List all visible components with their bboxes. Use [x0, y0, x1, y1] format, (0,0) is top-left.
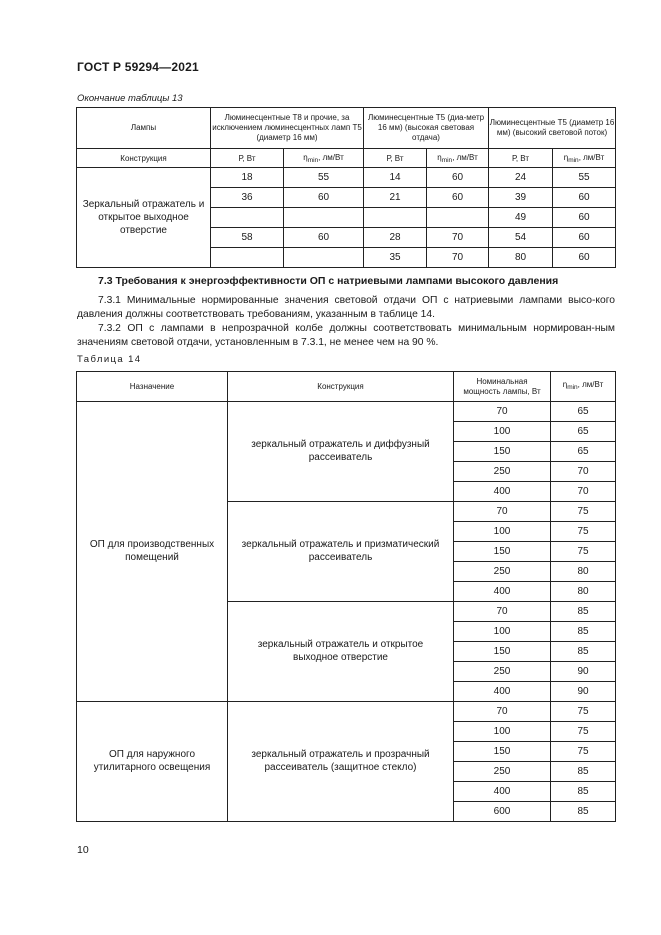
paragraph-7-3-2: 7.3.2 ОП с лампами в непрозрачной колбе должны соответствовать минимальным нормирован-ным значениям световой отдачи, установленным в 7.3.1, не менее чем на 90 %. — [77, 323, 615, 348]
efficacy-cell: 85 — [551, 802, 616, 822]
efficacy-cell: 65 — [551, 422, 616, 442]
table-cell: 80 — [489, 248, 553, 268]
table-cell: 60 — [427, 168, 489, 188]
construction-cell: зеркальный отражатель и прозрачный рассеиватель (защитное стекло) — [228, 702, 454, 822]
power-cell: 100 — [454, 422, 551, 442]
table-13 — [76, 107, 616, 268]
col-construction: Конструкция — [228, 372, 454, 402]
power-cell: 250 — [454, 762, 551, 782]
table-cell — [427, 208, 489, 228]
table-cell: 36 — [211, 188, 284, 208]
power-cell: 600 — [454, 802, 551, 822]
p-header: Р, Вт — [489, 149, 553, 168]
table-cell: 55 — [284, 168, 364, 188]
power-cell: 150 — [454, 742, 551, 762]
power-cell: 100 — [454, 722, 551, 742]
purpose-outdoor: ОП для наружного утилитарного освещения — [77, 702, 228, 822]
power-cell: 400 — [454, 682, 551, 702]
col-lamps: Лампы — [77, 108, 211, 149]
table-cell: 60 — [284, 188, 364, 208]
efficacy-cell: 75 — [551, 502, 616, 522]
power-cell: 400 — [454, 482, 551, 502]
efficacy-cell: 65 — [551, 402, 616, 422]
power-cell: 70 — [454, 502, 551, 522]
construction-cell: зеркальный отражатель и призматический рассеиватель — [228, 502, 454, 602]
construction-cell: зеркальный отражатель и открытое выходное отверстие — [228, 602, 454, 702]
table-cell: 60 — [553, 228, 616, 248]
table-cell: 60 — [553, 248, 616, 268]
power-cell: 100 — [454, 622, 551, 642]
table-cell: 49 — [489, 208, 553, 228]
construction-cell: Зеркальный отражатель и открытое выходное отверстие — [77, 168, 211, 268]
efficacy-cell: 75 — [551, 542, 616, 562]
table-cell: 35 — [364, 248, 427, 268]
power-cell: 400 — [454, 582, 551, 602]
power-cell: 70 — [454, 702, 551, 722]
group-t8: Люминесцентные Т8 и прочие, за исключением люминесцентных ламп Т5 (диаметр 16 мм) — [211, 108, 364, 149]
power-cell: 400 — [454, 782, 551, 802]
efficacy-cell: 85 — [551, 602, 616, 622]
table-cell: 55 — [553, 168, 616, 188]
table-row — [77, 702, 616, 722]
group-t5-high-flux: Люминесцентные Т5 (диаметр 16 мм) (высокий световой поток) — [489, 108, 616, 149]
efficacy-cell: 85 — [551, 622, 616, 642]
efficacy-cell: 85 — [551, 762, 616, 782]
efficacy-cell: 90 — [551, 662, 616, 682]
table14-caption: Таблица 14 — [77, 354, 142, 365]
table-cell: 39 — [489, 188, 553, 208]
table-cell: 70 — [427, 228, 489, 248]
power-cell: 70 — [454, 602, 551, 622]
eta-header: $\eta_{min}$, лм/Вт — [284, 149, 364, 168]
section-title: 7.3 Требования к энергоэффективности ОП с натриевыми лампами высокого давления — [98, 275, 559, 287]
table-cell — [284, 248, 364, 268]
paragraph-7-3-1: 7.3.1 Минимальные нормированные значения световой отдачи ОП с натриевыми лампами высо-кого давления должны соответствовать требованиям, указанным в таблице 14. — [77, 295, 615, 320]
table-cell — [284, 208, 364, 228]
efficacy-cell: 75 — [551, 722, 616, 742]
efficacy-cell: 75 — [551, 522, 616, 542]
efficacy-cell: 85 — [551, 642, 616, 662]
power-cell: 70 — [454, 402, 551, 422]
col-efficacy: $\eta_{min}$, лм/Вт — [551, 372, 616, 402]
table-cell: 28 — [364, 228, 427, 248]
col-construction: Конструкция — [77, 149, 211, 168]
table-cell: 54 — [489, 228, 553, 248]
power-cell: 250 — [454, 562, 551, 582]
efficacy-cell: 75 — [551, 742, 616, 762]
power-cell: 250 — [454, 462, 551, 482]
table-cell — [211, 208, 284, 228]
table-row — [77, 402, 616, 422]
efficacy-cell: 65 — [551, 442, 616, 462]
table-row — [77, 168, 616, 188]
efficacy-cell: 75 — [551, 702, 616, 722]
purpose-indoor: ОП для производственных помещений — [77, 402, 228, 702]
efficacy-cell: 80 — [551, 582, 616, 602]
table-14 — [76, 371, 616, 822]
table-cell: 60 — [427, 188, 489, 208]
p-header: Р, Вт — [364, 149, 427, 168]
efficacy-cell: 70 — [551, 482, 616, 502]
efficacy-cell: 80 — [551, 562, 616, 582]
efficacy-cell: 85 — [551, 782, 616, 802]
power-cell: 150 — [454, 442, 551, 462]
group-t5-high-efficacy: Люминесцентные Т5 (диа-метр 16 мм) (высокая световая отдача) — [364, 108, 489, 149]
table-cell: 58 — [211, 228, 284, 248]
table-cell: 24 — [489, 168, 553, 188]
power-cell: 150 — [454, 642, 551, 662]
table-cell — [211, 248, 284, 268]
power-cell: 100 — [454, 522, 551, 542]
eta-header: $\eta_{min}$, лм/Вт — [427, 149, 489, 168]
table-cell: 60 — [553, 208, 616, 228]
col-purpose: Назначение — [77, 372, 228, 402]
document-header: ГОСТ Р 59294—2021 — [77, 60, 199, 74]
efficacy-cell: 70 — [551, 462, 616, 482]
eta-header: $\eta_{min}$, лм/Вт — [553, 149, 616, 168]
table-cell: 70 — [427, 248, 489, 268]
construction-cell: зеркальный отражатель и диффузный рассеиватель — [228, 402, 454, 502]
table-cell: 60 — [284, 228, 364, 248]
col-power: Номинальная мощность лампы, Вт — [454, 372, 551, 402]
table-cell: 21 — [364, 188, 427, 208]
power-cell: 250 — [454, 662, 551, 682]
table-cell: 14 — [364, 168, 427, 188]
power-cell: 150 — [454, 542, 551, 562]
table-cell: 18 — [211, 168, 284, 188]
efficacy-cell: 90 — [551, 682, 616, 702]
table-cell — [364, 208, 427, 228]
page-number: 10 — [77, 844, 89, 856]
table-cell: 60 — [553, 188, 616, 208]
table13-caption: Окончание таблицы 13 — [77, 93, 183, 104]
p-header: Р, Вт — [211, 149, 284, 168]
